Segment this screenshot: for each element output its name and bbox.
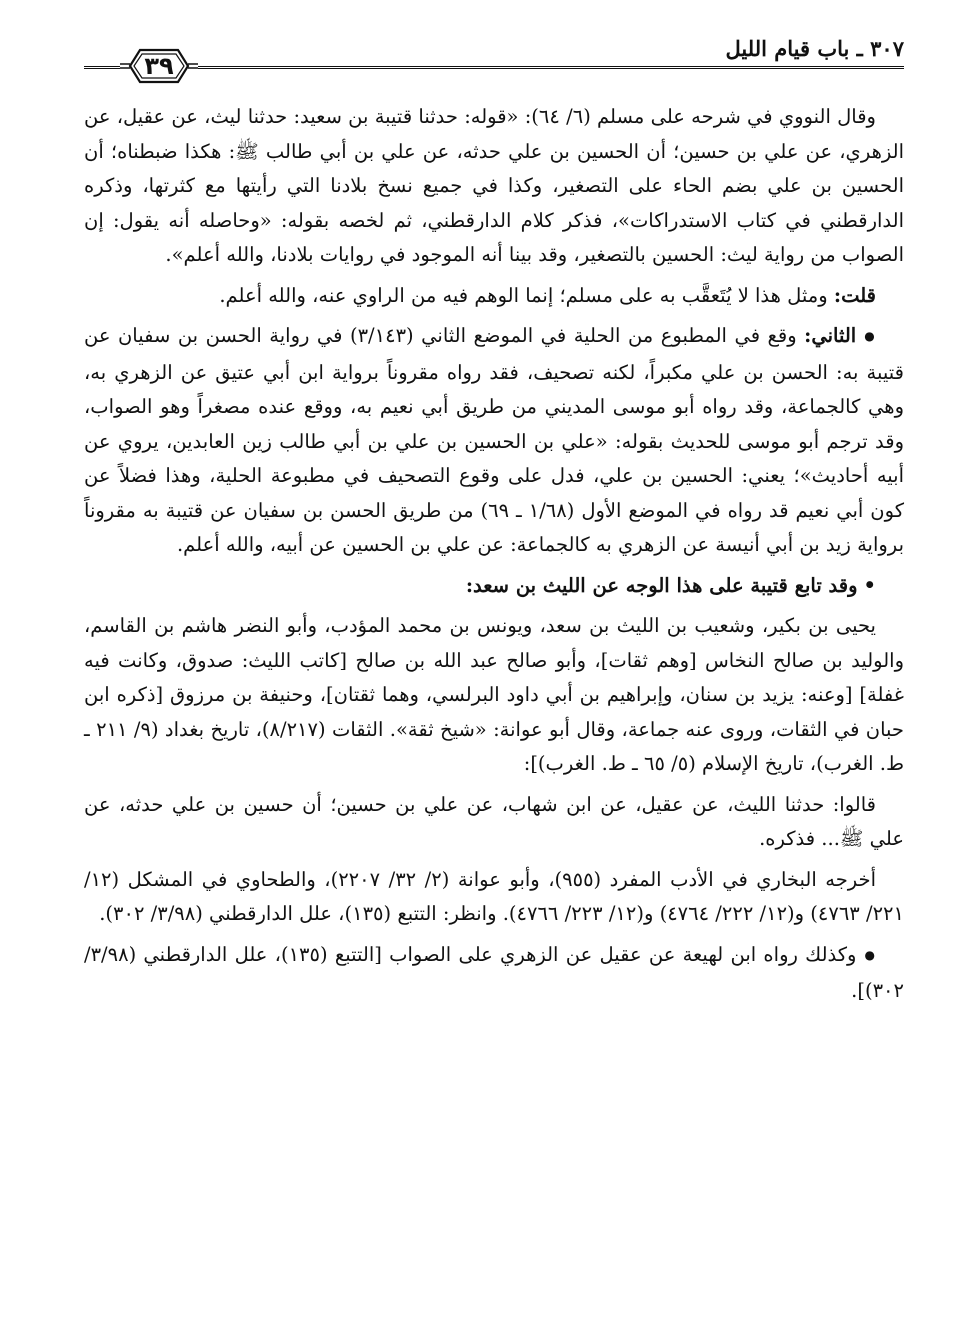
header-rule <box>84 66 904 69</box>
bullet-icon <box>856 322 876 345</box>
page-header <box>84 36 904 92</box>
paragraph-text: قالوا: حدثنا الليث، عن عقيل، عن ابن شهاب، عن علي بن حسين؛ أن حسين بن علي حدثه، عن علي ﷺ... فذكره. <box>84 792 904 850</box>
running-title: ٣٠٧ ـ باب قيام الليل <box>725 36 904 61</box>
paragraph-text: يحيى بن بكير، وشعيب بن الليث بن سعد، ويونس بن محمد المؤدب، وأبو النضر هاشم بن القاسم، والوليد بن صالح النخاس [وهم ثقات]، وأبو صالح عبد الله بن صالح [كاتب الليث: صدوق، وكانت فيه غفلة] [وعنه: يزيد بن سنان، وإبراهيم بن أبي داود البرلسي، وهما ثقتان]، وحنيفة بن مرزوق [ذكره ابن حبان في الثقات، وروى عنه جماعة، وقال أبو عوانة: «شيخ ثقة». الثقات (٨/٢١٧)، تاريخ بغداد (٩/ ٢١١ ـ ط. الغرب)، تاريخ الإسلام (٥/ ٦٥ ـ ط. الغرب)]: <box>84 614 904 775</box>
paragraph-ibn-lahia <box>84 938 904 1009</box>
paragraph-narrators <box>84 609 904 782</box>
paragraph-nawawi-quote <box>84 100 904 273</box>
paragraph-qultu <box>84 279 904 314</box>
page-body <box>84 100 904 1015</box>
section-heading: • وقد تابع قتيبة على هذا الوجه عن الليث بن سعد: <box>84 569 904 604</box>
paragraph-text: وقال النووي في شرحه على مسلم (٦/ ٦٤): «قوله: حدثنا قتيبة بن سعيد: حدثنا ليث، عن عقيل، عن الزهري، عن علي بن حسين؛ أن الحسين بن علي حدثه، عن علي بن أبي طالب ﷺ: هكذا ضبطناه؛ أن الحسين بن علي بضم الحاء على التصغير، وكذا في جميع نسخ بلادنا التي رأيتها مع كثرتها، وذكره الدارقطني في كتاب الاستدراكات»، فذكر كلام الدارقطني، ثم لخصه بقوله: «وحاصله أنه يقول: إن الصواب من رواية ليث: الحسين بالتصغير، وقد بينا أنه الموجود في روايات بلادنا، والله أعلم». <box>84 105 904 266</box>
paragraph-lead: قلت: <box>833 283 876 307</box>
page-number: ٣٩ <box>144 52 174 80</box>
page-number-frame <box>120 44 198 88</box>
paragraph-text: وكذلك رواه ابن لهيعة عن عقيل عن الزهري على الصواب [التتبع (١٣٥)، علل الدارقطني (٣/٩٨/ ٣٠٢)]. <box>84 942 904 1002</box>
paragraph-isnad <box>84 788 904 857</box>
paragraph-text: أخرجه البخاري في الأدب المفرد (٩٥٥)، وأبو عوانة (٢/ ٣٢/ ٢٢٠٧)، والطحاوي في المشكل (١٢/ ٢٢١/ ٤٧٦٣) و(١٢/ ٢٢٢/ ٤٧٦٤) و(١٢/ ٢٢٣/ ٤٧٦٦). وانظر: التتبع (١٣٥)، علل الدارقطني (٣/٩٨/ ٣٠٢). <box>84 867 904 925</box>
paragraph-text: ومثل هذا لا يُتَعقَّب به على مسلم؛ إنما الوهم فيه من الراوي عنه، والله أعلم. <box>219 283 834 307</box>
paragraph-lead: الثاني: <box>804 324 857 347</box>
paragraph-text: وقع في المطبوع من الحلية في الموضع الثاني (٣/١٤٣) في رواية الحسن بن سفيان عن قتيبة به: الحسن بن علي مكبراً، لكنه تصحيف، فقد رواه مقروناً برواية ابن أبي عتيق عن الزهري به، وهي كالجماعة، وقد رواه أبو موسى المديني من طريق أبي نعيم به، ووقع عنده مصغراً وهو الصواب، وقد ترجم أبو موسى للحديث بقوله: «علي بن الحسين بن علي بن أبي طالب زين العابدين، يروي عن أبيه أحاديث»؛ يعني: الحسين بن علي، فدل على وقوع التصحيف في مطبوعة الحلية، وهذا فضلاً عن كون أبي نعيم قد رواه في الموضع الأول (١/٦٨ ـ ٦٩) من طريق الحسن بن سفيان عن قتيبة به مقروناً برواية زيد بن أبي أنيسة عن الزهري به كالجماعة: عن علي بن الحسين عن أبيه، والله أعلم. <box>84 324 904 556</box>
paragraph-second-point <box>84 319 904 563</box>
bullet-icon <box>856 941 876 964</box>
paragraph-takhrij <box>84 863 904 932</box>
